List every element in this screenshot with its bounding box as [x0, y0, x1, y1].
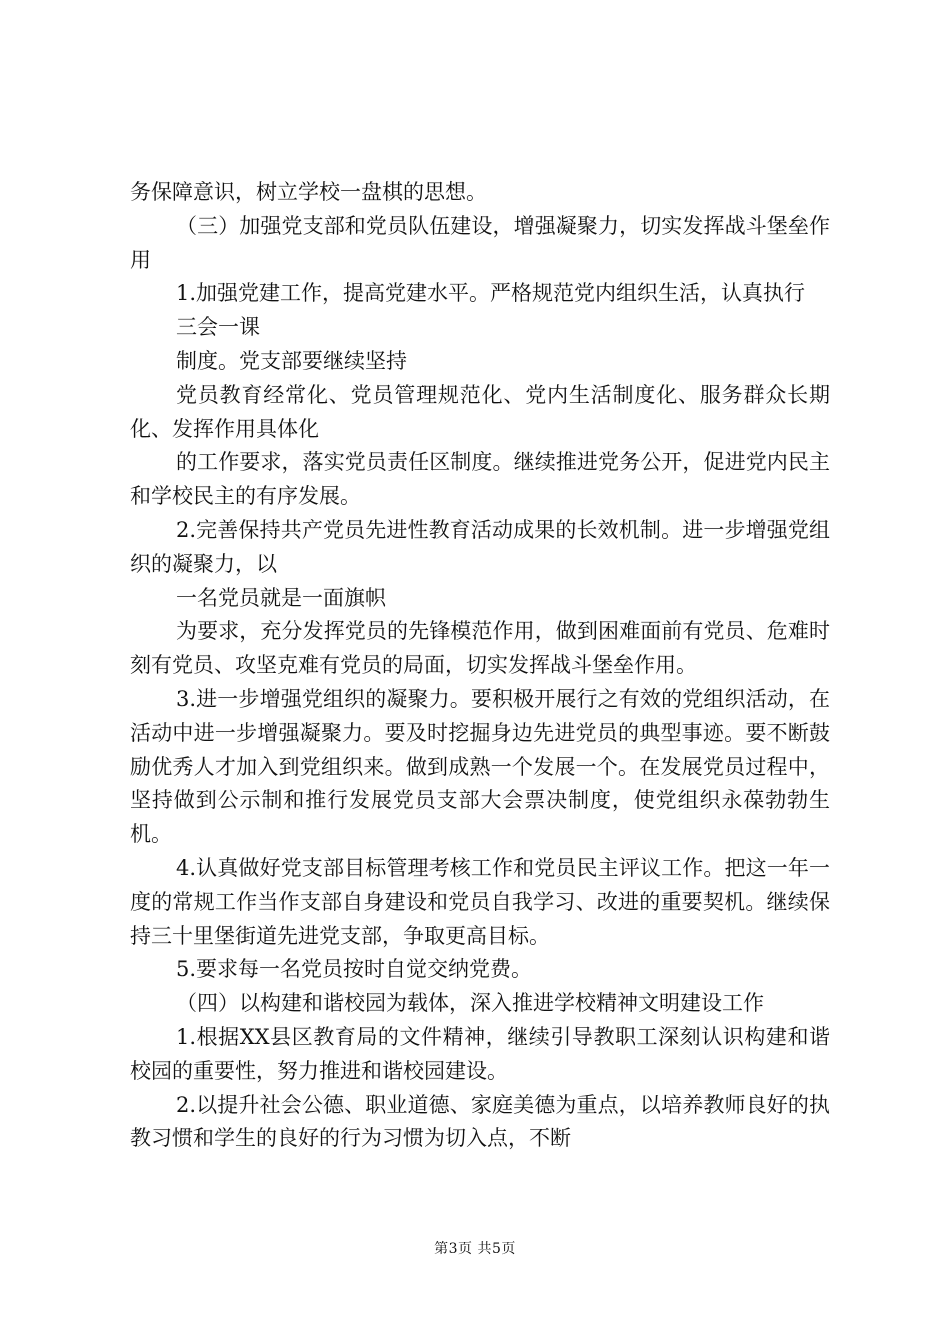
paragraph: 三会一课 [176, 315, 260, 340]
page-number: 第3页 共5页 [434, 1241, 516, 1257]
paragraph: 2.以提升社会公德、职业道德、家庭美德为重点，以培养教师良好的执教习惯和学生的良好的行为习惯为切入点，不断 [130, 1092, 830, 1151]
paragraph: 2.完善保持共产党员先进性教育活动成果的长效机制。进一步增强党组织的凝聚力，以 [130, 517, 830, 576]
paragraph: 1.根据XX县区教育局的文件精神，继续引导教职工深刻认识构建和谐校园的重要性，努力推进和谐校园建设。 [130, 1024, 830, 1083]
section-heading-3: （三）加强党支部和党员队伍建设，增强凝聚力，切实发挥战斗堡垒作用 [130, 213, 830, 272]
paragraph: 3.进一步增强党组织的凝聚力。要积极开展行之有效的党组织活动，在活动中进一步增强凝聚力。要及时挖掘身边先进党员的典型事迹。要不断鼓励优秀人才加入到党组织来。做到成熟一个发展一个。在发展党员过程中，坚持做到公示制和推行发展党员支部大会票决制度，使党组织永葆勃勃生机。 [130, 686, 830, 847]
paragraph: 一名党员就是一面旗帜 [176, 585, 386, 610]
paragraph: 为要求，充分发挥党员的先锋模范作用，做到困难面前有党员、危难时刻有党员、攻坚克难有党员的局面，切实发挥战斗堡垒作用。 [130, 619, 830, 678]
paragraph: 5.要求每一名党员按时自觉交纳党费。 [176, 957, 533, 982]
section-heading-4: （四）以构建和谐校园为载体，深入推进学校精神文明建设工作 [176, 991, 764, 1016]
paragraph: 的工作要求，落实党员责任区制度。继续推进党务公开，促进党内民主和学校民主的有序发展。 [130, 450, 830, 509]
paragraph: 1.加强党建工作，提高党建水平。严格规范党内组织生活，认真执行 [176, 281, 806, 306]
paragraph: 务保障意识，树立学校一盘棋的思想。 [130, 180, 487, 204]
page-footer [0, 1238, 950, 1258]
document-body [130, 176, 830, 1156]
paragraph: 党员教育经常化、党员管理规范化、党内生活制度化、服务群众长期化、发挥作用具体化 [130, 382, 830, 441]
paragraph: 制度。党支部要继续坚持 [176, 348, 407, 373]
paragraph: 4.认真做好党支部目标管理考核工作和党员民主评议工作。把这一年一度的常规工作当作支部自身建设和党员自我学习、改进的重要契机。继续保持三十里堡街道先进党支部，争取更高目标。 [130, 855, 830, 948]
